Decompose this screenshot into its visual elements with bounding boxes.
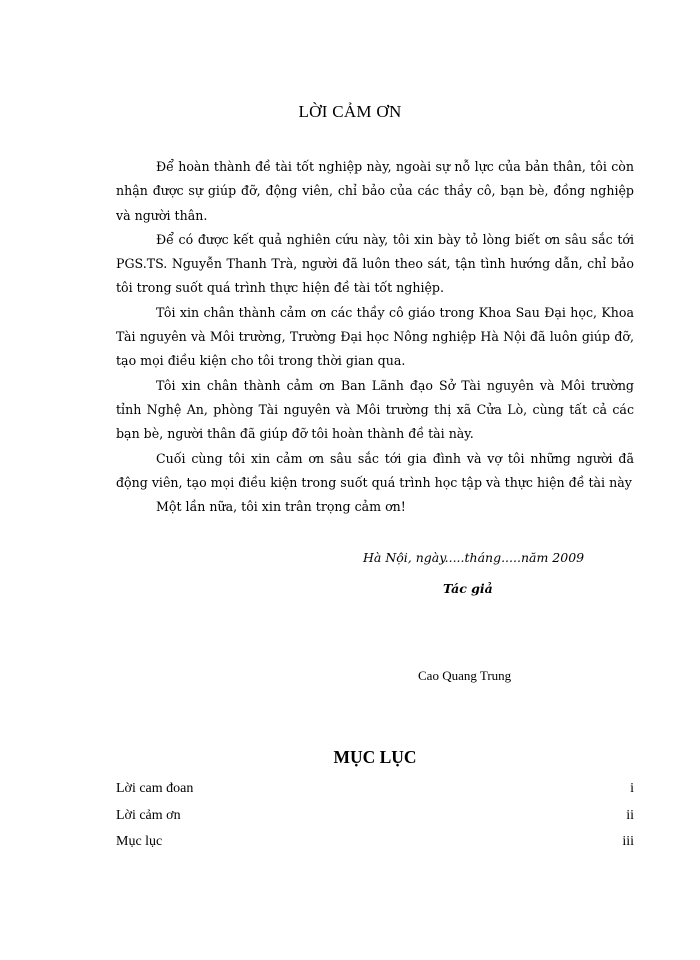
toc-entry-label: Mục lục xyxy=(116,834,163,849)
author-label: Tác giả xyxy=(443,581,493,596)
toc-entry-page: iii xyxy=(622,834,634,849)
toc-entry-page: ii xyxy=(626,807,634,823)
toc-entry-label: Lời cam đoan xyxy=(116,781,194,796)
toc-entry-loi-cam-on[interactable] xyxy=(116,805,634,832)
paragraph-2: Để có được kết quả nghiên cứu này, tôi xin bày tỏ lòng biết ơn sâu sắc tới PGS.TS. Nguyễn Thanh Trà, người đã luôn theo sát, tận tình hướng dẫn, chỉ bảo tôi trong suốt quá trình thực hiện đề tài tốt nghiệp. xyxy=(116,231,634,296)
acknowledgement-title: LỜI CẢM ƠN xyxy=(298,102,402,121)
paragraph-3: Tôi xin chân thành cảm ơn các thầy cô giáo trong Khoa Sau Đại học, Khoa Tài nguyên và Môi trường, Trường Đại học Nông nghiệp Hà Nội đã luôn giúp đỡ, tạo mọi điều kiện cho tôi trong thời gian qua. xyxy=(116,304,634,369)
paragraph-4: Tôi xin chân thành cảm ơn Ban Lãnh đạo Sở Tài nguyên và Môi trường tỉnh Nghệ An, phòng Tài nguyên và Môi trường thị xã Cửa Lò, cùng tất cả các bạn bè, người thân đã giúp đỡ tôi hoàn thành đề tài này. xyxy=(116,377,634,442)
toc-entry-muc-luc[interactable] xyxy=(116,831,634,858)
toc-title: MỤC LỤC xyxy=(333,747,417,767)
paragraph-5: Cuối cùng tôi xin cảm ơn sâu sắc tới gia đình và vợ tôi những người đã động viên, tạo mọi điều kiện trong suốt quá trình học tập và thực hiện đề tài này xyxy=(116,450,634,490)
date-line: Hà Nội, ngày.....tháng.....năm 2009 xyxy=(363,550,585,565)
author-name: Cao Quang Trung xyxy=(418,668,512,683)
toc-entry-page: i xyxy=(630,781,634,796)
toc-entry-loi-cam-doan[interactable] xyxy=(116,778,634,805)
acknowledgement-body xyxy=(116,155,634,519)
table-of-contents xyxy=(116,778,634,858)
paragraph-1: Để hoàn thành đề tài tốt nghiệp này, ngoài sự nỗ lực của bản thân, tôi còn nhận được sự giúp đỡ, động viên, chỉ bảo của các thầy cô, bạn bè, đồng nghiệp và người thân. xyxy=(116,159,634,223)
paragraph-6: Một lần nữa, tôi xin trân trọng cảm ơn! xyxy=(156,499,406,515)
toc-entry-label: Lời cảm ơn xyxy=(116,807,181,823)
